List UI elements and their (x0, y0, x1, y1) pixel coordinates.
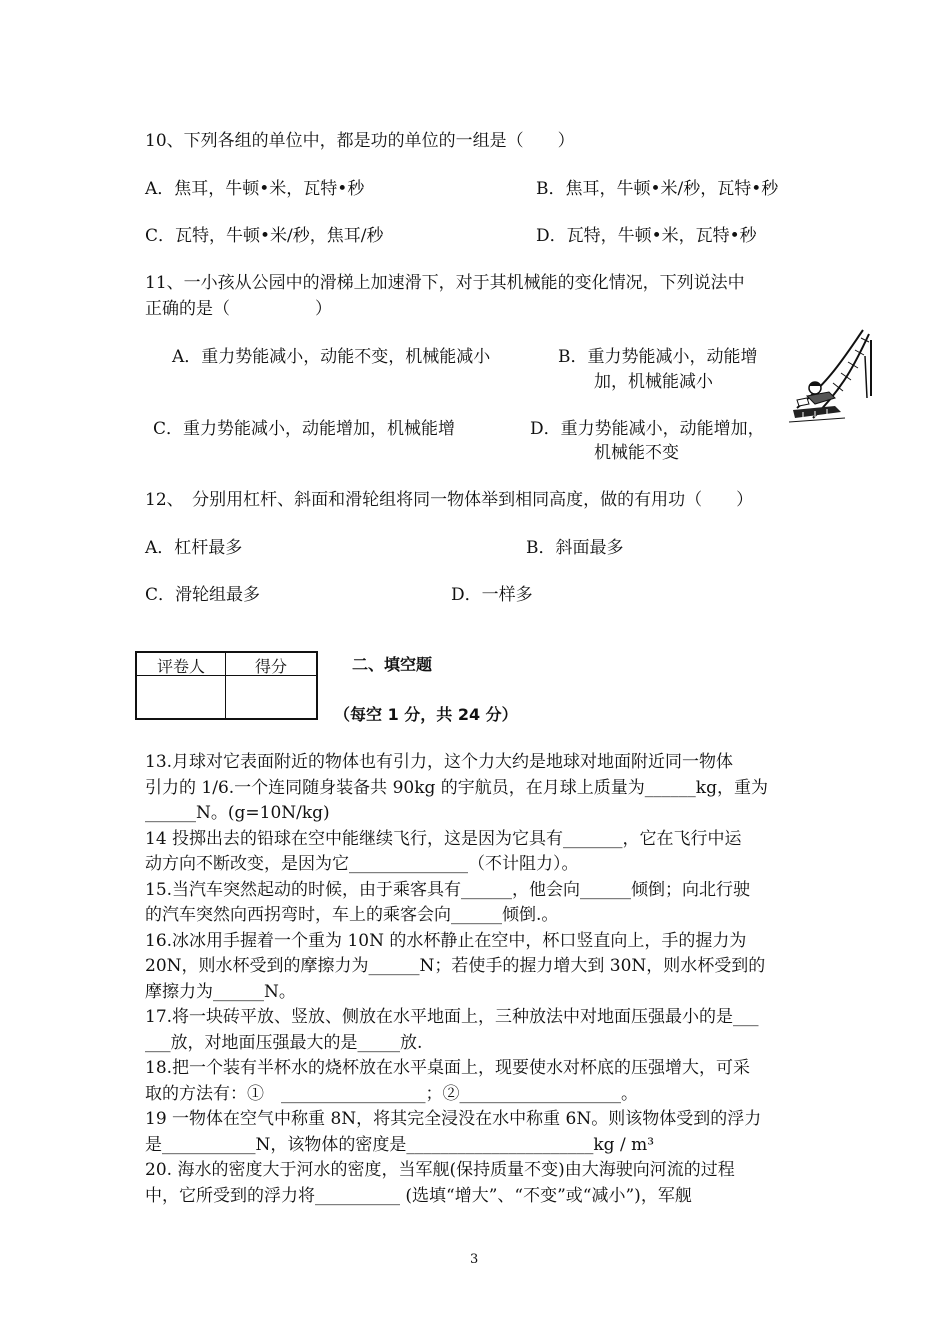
q10-option-c: C．瓦特，牛顿•米/秒，焦耳/秒 (145, 226, 384, 246)
section-subtitle: （每空 1 分，共 24 分） (334, 705, 518, 724)
score-table (135, 651, 318, 720)
q10-option-b: B．焦耳，牛顿•米/秒，瓦特•秒 (536, 179, 779, 199)
q16-line1: 16.冰冰用手握着一个重为 10N 的水杯静止在空中，杯口竖直向上，手的握力为 (145, 931, 747, 951)
q13-line2: 引力的 1/6.一个连同随身装备共 90kg 的宇航员，在月球上质量为______kg，重为 (145, 778, 768, 798)
q16-line2: 20N，则水杯受到的摩擦力为______N；若使手的握力增大到 30N，则水杯受到的 (145, 956, 766, 976)
q17-line1: 17.将一块砖平放、竖放、侧放在水平地面上，三种放法中对地面压强最小的是___ (145, 1007, 759, 1027)
q11-option-c: C．重力势能减小，动能增加，机械能增 (153, 419, 456, 439)
q11-option-b-line2: 加，机械能减小 (594, 372, 713, 392)
q17-line2: ___放，对地面压强最大的是_____放. (145, 1033, 423, 1053)
q15-line2: 的汽车突然向西拐弯时，车上的乘客会向______倾倒.。 (145, 905, 559, 925)
section-title: 二、填空题 (352, 655, 433, 674)
q12-option-b: B．斜面最多 (526, 538, 624, 558)
q14-line1: 14 投掷出去的铅球在空中能继续飞行，这是因为它具有_______，它在飞行中运 (145, 829, 742, 849)
q11-option-b-line1: B．重力势能减小，动能增 (558, 347, 758, 367)
q18-line1: 18.把一个装有半杯水的烧杯放在水平桌面上，现要使水对杯底的压强增大，可采 (145, 1058, 751, 1078)
q12-option-d: D．一样多 (451, 585, 533, 605)
q10-option-d: D．瓦特，牛顿•米，瓦特•秒 (536, 226, 757, 246)
q12-option-c: C．滑轮组最多 (145, 585, 261, 605)
q19-line1: 19 一物体在空气中称重 8N，将其完全浸没在水中称重 6N。则该物体受到的浮力 (145, 1109, 762, 1129)
q14-line2: 动方向不断改变，是因为它______________（不计阻力）。 (145, 854, 579, 874)
q10-stem: 10、下列各组的单位中，都是功的单位的一组是（ ） (145, 131, 575, 151)
q15-line1: 15.当汽车突然起动的时候，由于乘客具有______，他会向______倾倒；向北行驶 (145, 880, 751, 900)
q18-line2: 取的方法有：① _________________；②___________________。 (145, 1084, 638, 1104)
q11-option-a: A．重力势能减小，动能不变，机械能减小 (172, 347, 491, 367)
q11-stem-line2: 正确的是（ ） (145, 299, 332, 319)
score-header: 得分 (254, 657, 287, 676)
page-number: 3 (470, 1252, 479, 1267)
q20-line1: 20. 海水的密度大于河水的密度，当军舰(保持质量不变)由大海驶向河流的过程 (145, 1160, 735, 1180)
q12-option-a: A．杠杆最多 (145, 538, 243, 558)
q13-line3: ______N。(g=10N/kg) (145, 803, 330, 823)
q16-line3: 摩擦力为______N。 (145, 982, 296, 1002)
q11-option-d-line2: 机械能不变 (594, 443, 679, 463)
q11-stem-line1: 11、一小孩从公园中的滑梯上加速滑下，对于其机械能的变化情况，下列说法中 (145, 273, 745, 293)
grader-header: 评卷人 (156, 657, 205, 676)
q12-stem: 12、 分别用杠杆、斜面和滑轮组将同一物体举到相同高度，做的有用功（ ） (145, 490, 754, 510)
q19-line2: 是___________N，该物体的密度是______________________kg / m³ (145, 1135, 655, 1155)
q20-line2: 中，它所受到的浮力将__________ (选填“增大”、“不变”或“减小”)，军舰 (145, 1186, 692, 1206)
child-on-slide-illustration (785, 326, 875, 426)
q13-line1: 13.月球对它表面附近的物体也有引力，这个力大约是地球对地面附近同一物体 (145, 752, 734, 772)
q11-option-d-line1: D．重力势能减小，动能增加， (530, 419, 765, 439)
q10-option-a: A．焦耳，牛顿•米，瓦特•秒 (145, 179, 365, 199)
